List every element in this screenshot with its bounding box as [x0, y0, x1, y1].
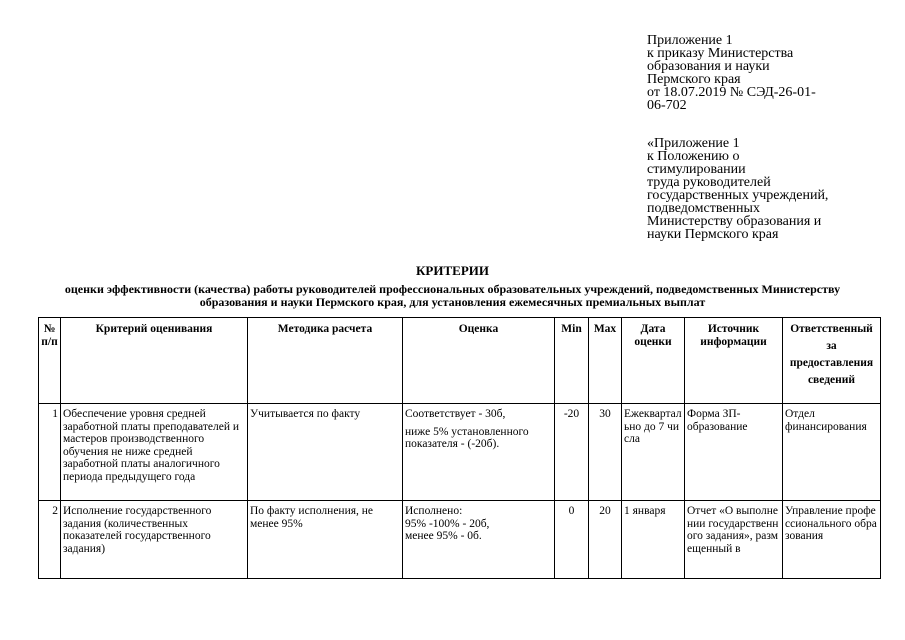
appendix-quote-line: стимулировании	[647, 162, 746, 177]
appendix-line: Приложение 1	[647, 33, 733, 48]
cell-date: 1 января	[622, 501, 685, 579]
header-date: Дата оценки	[622, 318, 685, 404]
header-criterion: Критерий оценивания	[61, 318, 248, 404]
header-min: Min	[555, 318, 589, 404]
table-row	[39, 501, 881, 579]
header-source: Источник информации	[685, 318, 783, 404]
appendix-quote-line: к Положению о	[647, 149, 740, 164]
subtitle-line: образования и науки Пермского края, для установления ежемесячных премиальных выплат	[199, 295, 706, 309]
evaluation-line: менее 95% - 0б.	[405, 530, 482, 542]
header-max: Max	[589, 318, 622, 404]
cell-responsible: Отдел финансирования	[783, 404, 881, 501]
subtitle-line: оценки эффективности (качества) работы руководителей профессиональных образовательных учреждений, подведомственных Министерству	[64, 282, 841, 296]
cell-max: 20	[589, 501, 622, 579]
document-subtitle	[8, 283, 897, 309]
cell-method: Учитывается по факту	[248, 404, 403, 501]
appendix-line: Пермского края	[647, 72, 741, 87]
appendix-quote	[647, 137, 887, 241]
evaluation-line: ниже 5% установленного показателя - (-20б).	[405, 425, 529, 450]
appendix-quote-line: науки Пермского края	[647, 227, 779, 242]
header-responsible-line: за	[826, 340, 837, 352]
cell-source: Отчет «О выполнении государственного задания», размещенный в	[685, 501, 783, 579]
table-row	[39, 404, 881, 501]
cell-num: 1	[39, 404, 61, 501]
cell-min: 0	[555, 501, 589, 579]
appendix-quote-line: подведомственных	[647, 201, 760, 216]
cell-date: Ежеквартально до 7 числа	[622, 404, 685, 501]
appendix-line: к приказу Министерства	[647, 46, 794, 61]
document-title: КРИТЕРИИ	[416, 263, 489, 278]
cell-method: По факту исполнения, не менее 95%	[248, 501, 403, 579]
appendix-quote-line: «Приложение 1	[647, 136, 740, 151]
header-responsible-line: сведений	[807, 374, 856, 386]
evaluation-line: Исполнено:	[405, 505, 463, 517]
cell-max: 30	[589, 404, 622, 501]
cell-evaluation	[403, 404, 555, 501]
header-responsible-line: Ответственный	[790, 323, 873, 335]
evaluation-line: Соответствует - 30б,	[405, 408, 506, 420]
cell-criterion: Обеспечение уровня средней заработной платы преподавателей и мастеров производственного обучения не ниже средней заработной платы аналогичного периода предыдущего года	[61, 404, 248, 501]
cell-responsible: Управление профессионального образования	[783, 501, 881, 579]
header-num: № п/п	[39, 318, 61, 404]
appendix-line: 06-702	[647, 98, 687, 113]
appendix-line: от 18.07.2019 № СЭД-26-01-	[647, 85, 816, 100]
appendix-quote-line: Министерству образования и	[647, 214, 822, 229]
cell-min: -20	[555, 404, 589, 501]
cell-num: 2	[39, 501, 61, 579]
table-header-row	[39, 318, 881, 404]
appendix-quote-line: труда руководителей	[647, 175, 771, 190]
evaluation-line: 95% -100% - 20б,	[405, 517, 490, 530]
header-evaluation: Оценка	[403, 318, 555, 404]
header-responsible	[783, 318, 881, 404]
cell-source: Форма ЗП-образование	[685, 404, 783, 501]
header-responsible-line: предоставления	[789, 357, 874, 369]
header-method: Методика расчета	[248, 318, 403, 404]
appendix-line: образования и науки	[647, 59, 770, 74]
criteria-table	[38, 317, 881, 579]
cell-evaluation	[403, 501, 555, 579]
cell-criterion: Исполнение государственного задания (количественных показателей государственного задания)	[61, 501, 248, 579]
appendix-quote-line: государственных учреждений,	[647, 188, 829, 203]
appendix-reference	[647, 34, 887, 112]
